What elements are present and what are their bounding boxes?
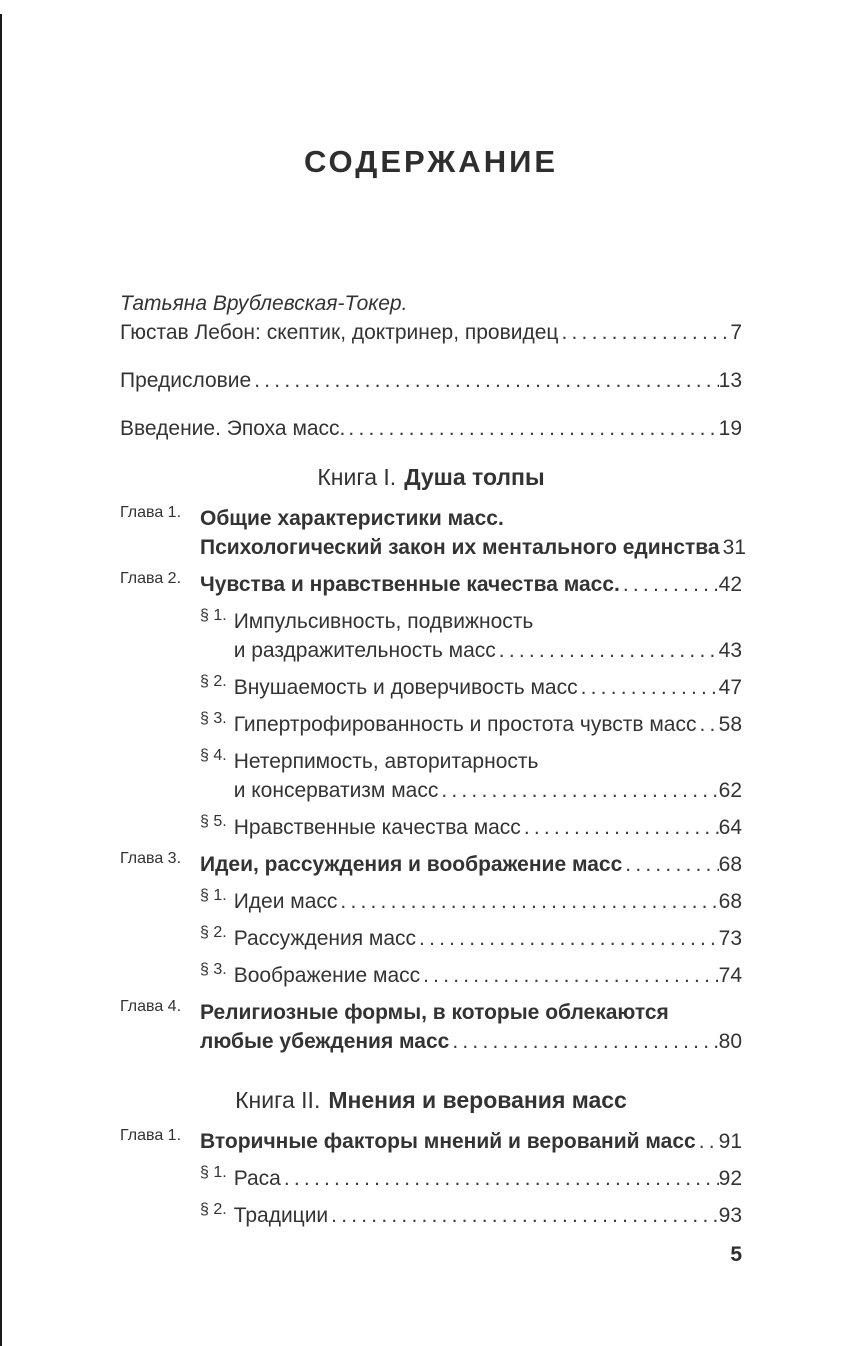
toc-front-entry-preface xyxy=(120,366,742,395)
toc-chapter-row xyxy=(120,998,742,1056)
entry-title: Рассуждения масс xyxy=(233,927,417,950)
entry-title: и консерватизм масс xyxy=(233,779,439,802)
entry-page: 19 xyxy=(718,417,742,440)
dot-leader xyxy=(328,1201,718,1230)
toc-entry-line xyxy=(234,636,742,665)
entry-page: 93 xyxy=(718,1204,742,1227)
entry-page: 68 xyxy=(718,890,742,913)
book-title: Душа толпы xyxy=(404,464,545,490)
toc-front-entry-author-article xyxy=(120,289,742,347)
dot-leader xyxy=(345,414,718,443)
section-label: § 4. xyxy=(200,747,227,764)
entry-page: 74 xyxy=(718,964,742,987)
toc-section-row xyxy=(120,813,742,842)
entry-title: Идеи масс xyxy=(233,890,338,913)
toc-chapter-row xyxy=(120,570,742,599)
dot-leader xyxy=(696,710,718,739)
toc-entry-line xyxy=(234,813,742,842)
chapter-label: Глава 1. xyxy=(120,504,182,521)
book1-heading xyxy=(120,462,742,492)
entry-title: Гипертрофированность и простота чувств масс xyxy=(233,713,697,736)
entry-title: Общие характеристики масс. xyxy=(200,507,504,530)
dot-leader xyxy=(578,673,719,702)
toc-section-row xyxy=(120,747,742,805)
toc-entry-line xyxy=(120,366,742,395)
section-label: § 1. xyxy=(200,607,227,624)
book-label: Книга I. xyxy=(317,464,397,490)
toc-entry-line xyxy=(120,318,742,347)
entry-title: Вторичные факторы мнений и верований масс xyxy=(200,1130,696,1153)
section-label: § 2. xyxy=(200,1201,227,1218)
dot-leader xyxy=(696,1127,719,1156)
entry-title: Нетерпимость, авторитарность xyxy=(233,750,539,773)
toc-entry-line xyxy=(234,776,742,805)
book-title: Мнения и верования масс xyxy=(328,1087,627,1113)
section-label: § 2. xyxy=(200,673,227,690)
section-label: § 1. xyxy=(200,1164,227,1181)
toc-entry-line xyxy=(234,961,742,990)
entry-title: Предисловие xyxy=(120,369,252,392)
dot-leader xyxy=(558,318,730,347)
toc-entry-line xyxy=(200,850,742,879)
toc-entry-line xyxy=(234,924,742,953)
toc-section-row xyxy=(120,961,742,990)
entry-page: 91 xyxy=(718,1130,742,1153)
entry-page: 73 xyxy=(718,927,742,950)
toc-entry-line xyxy=(200,1027,742,1056)
section-label: § 1. xyxy=(200,887,227,904)
book-label: Книга II. xyxy=(235,1087,321,1113)
toc-section-row xyxy=(120,924,742,953)
dot-leader xyxy=(521,813,719,842)
toc-section-row xyxy=(120,673,742,702)
entry-page: 43 xyxy=(718,639,742,662)
page-number: 5 xyxy=(730,1243,742,1266)
dot-leader xyxy=(416,924,719,953)
entry-title: Нравственные качества масс xyxy=(233,816,521,839)
toc-entry-line xyxy=(234,1201,742,1230)
dot-leader xyxy=(438,776,718,805)
entry-page: 42 xyxy=(718,573,742,596)
toc-entry-line xyxy=(200,533,746,562)
entry-title: и раздражительность масс xyxy=(233,639,496,662)
entry-page: 13 xyxy=(718,369,742,392)
toc-section-row xyxy=(120,1164,742,1193)
dot-leader xyxy=(622,850,718,879)
dot-leader xyxy=(449,1027,718,1056)
dot-leader xyxy=(620,570,719,599)
book2-heading xyxy=(120,1085,742,1115)
dot-leader xyxy=(251,366,718,395)
entry-title: Психологический закон их ментального единства xyxy=(200,536,720,559)
section-label: § 3. xyxy=(200,961,227,978)
entry-title: Чувства и нравственные качества масс. xyxy=(200,573,620,596)
entry-title: Гюстав Лебон: скептик, доктринер, провидец xyxy=(120,321,559,344)
entry-page: 68 xyxy=(718,853,742,876)
entry-title: Религиозные формы, в которые облекаются xyxy=(200,1001,669,1024)
dot-leader xyxy=(281,1164,719,1193)
toc-entry-line xyxy=(120,414,742,443)
toc-chapter-row xyxy=(120,504,746,562)
chapter-label: Глава 4. xyxy=(120,998,182,1015)
toc-entry-line xyxy=(234,887,742,916)
toc-section-row xyxy=(120,887,742,916)
entry-page: 31 xyxy=(722,536,746,559)
entry-title: Традиции xyxy=(233,1204,329,1227)
entry-title: Раса xyxy=(233,1167,281,1190)
chapter-label: Глава 2. xyxy=(120,570,182,587)
section-label: § 5. xyxy=(200,813,227,830)
dot-leader xyxy=(420,961,719,990)
entry-page: 58 xyxy=(718,713,742,736)
toc-entry-line xyxy=(200,570,742,599)
section-label: § 2. xyxy=(200,924,227,941)
toc-entry-line xyxy=(234,1164,742,1193)
entry-title: Идеи, рассуждения и воображение масс xyxy=(200,853,623,876)
toc-front-entry-introduction xyxy=(120,414,742,443)
scan-edge-line xyxy=(0,14,2,1346)
page-title: СОДЕРЖАНИЕ xyxy=(303,144,559,179)
entry-page: 92 xyxy=(718,1167,742,1190)
chapter-label: Глава 3. xyxy=(120,850,182,867)
entry-page: 80 xyxy=(718,1030,742,1053)
chapter-label: Глава 1. xyxy=(120,1127,182,1144)
toc-chapter-row xyxy=(120,1127,742,1156)
entry-page: 62 xyxy=(718,779,742,802)
toc-section-row xyxy=(120,607,742,665)
entry-title: любые убеждения масс xyxy=(200,1030,450,1053)
toc-section-row xyxy=(120,710,742,739)
entry-title: Внушаемость и доверчивость масс xyxy=(233,676,578,699)
entry-title: Воображение масс xyxy=(233,964,421,987)
entry-title: Импульсивность, подвижность xyxy=(233,610,534,633)
entry-page: 47 xyxy=(718,676,742,699)
entry-title: Введение. Эпоха масс. xyxy=(120,417,346,440)
toc-section-row xyxy=(120,1201,742,1230)
entry-page: 64 xyxy=(718,816,742,839)
toc-entry-line xyxy=(234,710,742,739)
dot-leader xyxy=(337,887,718,916)
dot-leader xyxy=(496,636,719,665)
toc-entry-line xyxy=(200,1127,742,1156)
toc-author-line: Татьяна Врублевская-Токер. xyxy=(120,292,408,315)
entry-page: 7 xyxy=(730,321,742,344)
toc-entry-line xyxy=(234,673,742,702)
section-label: § 3. xyxy=(200,710,227,727)
toc-chapter-row xyxy=(120,850,742,879)
